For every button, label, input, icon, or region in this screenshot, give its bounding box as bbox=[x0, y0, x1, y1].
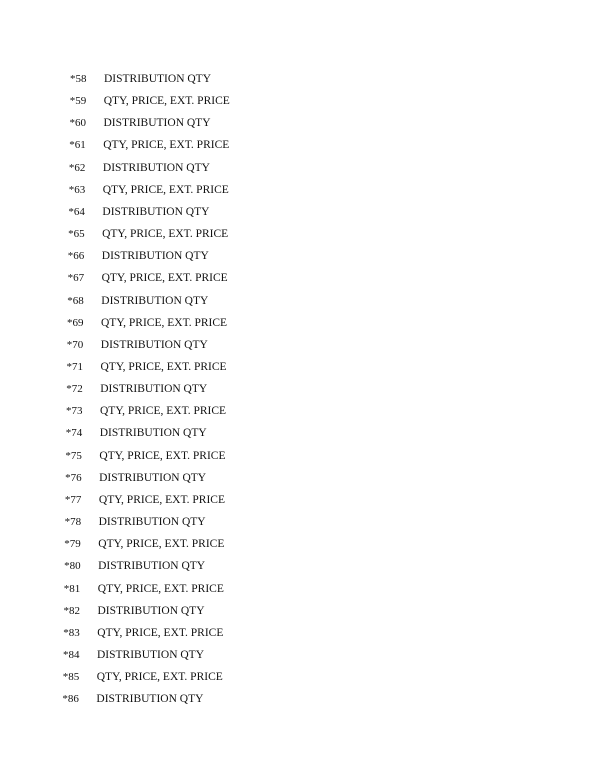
entry-number: *77 bbox=[64, 493, 82, 506]
entry-description: QTY, PRICE, EXT. PRICE bbox=[98, 493, 225, 506]
entry-description: QTY, PRICE, EXT. PRICE bbox=[101, 272, 228, 285]
entry-row bbox=[70, 71, 330, 87]
entry-row bbox=[64, 536, 324, 552]
entry-description: QTY, PRICE, EXT. PRICE bbox=[98, 538, 225, 551]
entry-number: *65 bbox=[68, 228, 85, 240]
entry-row bbox=[66, 403, 326, 419]
entry-description: QTY, PRICE, EXT. PRICE bbox=[103, 139, 230, 152]
entry-row bbox=[67, 337, 327, 353]
entry-number: *82 bbox=[63, 604, 80, 617]
entry-number: *85 bbox=[62, 671, 80, 683]
entry-row bbox=[68, 248, 328, 264]
entry-row bbox=[67, 359, 327, 375]
entry-row bbox=[65, 448, 325, 464]
entry-description: QTY, PRICE, EXT. PRICE bbox=[100, 405, 227, 418]
entry-description: DISTRIBUTION QTY bbox=[97, 648, 205, 661]
entry-description: QTY, PRICE, EXT. PRICE bbox=[102, 228, 229, 240]
entry-description: DISTRIBUTION QTY bbox=[97, 604, 205, 617]
entry-row bbox=[68, 270, 328, 286]
entry-description: DISTRIBUTION QTY bbox=[102, 205, 210, 218]
entry-description: DISTRIBUTION QTY bbox=[102, 161, 210, 174]
entry-number: *81 bbox=[63, 582, 81, 595]
entry-number: *80 bbox=[64, 560, 81, 573]
entry-number: *64 bbox=[68, 205, 85, 218]
entry-row bbox=[65, 492, 325, 508]
entry-row bbox=[68, 226, 328, 242]
entry-description: DISTRIBUTION QTY bbox=[100, 338, 208, 351]
entry-row bbox=[66, 381, 326, 397]
entry-description: DISTRIBUTION QTY bbox=[96, 693, 204, 706]
entry-description: DISTRIBUTION QTY bbox=[98, 516, 206, 528]
entry-row bbox=[70, 93, 330, 109]
entry-row bbox=[63, 625, 323, 641]
entry-number: *60 bbox=[69, 117, 86, 130]
entry-row bbox=[69, 137, 329, 153]
entry-number: *75 bbox=[65, 449, 82, 462]
entry-description: DISTRIBUTION QTY bbox=[99, 427, 207, 440]
entry-number: *61 bbox=[69, 139, 86, 152]
entry-number: *74 bbox=[65, 427, 83, 440]
entry-row bbox=[64, 603, 324, 619]
entry-row bbox=[69, 182, 329, 198]
entry-description: QTY, PRICE, EXT. PRICE bbox=[101, 316, 228, 329]
entry-description: QTY, PRICE, EXT. PRICE bbox=[100, 360, 227, 373]
entry-number: *69 bbox=[67, 316, 84, 329]
entry-description: DISTRIBUTION QTY bbox=[98, 560, 206, 573]
entry-number: *68 bbox=[67, 294, 84, 307]
entry-row bbox=[62, 691, 322, 707]
entry-row bbox=[67, 315, 327, 331]
entry-number: *58 bbox=[70, 73, 87, 85]
entry-number: *76 bbox=[65, 471, 82, 484]
entry-row bbox=[63, 669, 323, 685]
entry-number: *70 bbox=[66, 338, 84, 351]
entry-description: QTY, PRICE, EXT. PRICE bbox=[96, 671, 223, 683]
entry-number: *62 bbox=[68, 161, 86, 174]
entry-number: *84 bbox=[63, 648, 80, 661]
entry-number: *63 bbox=[68, 183, 86, 196]
entry-row bbox=[64, 558, 324, 574]
entry-number: *83 bbox=[63, 626, 80, 639]
entry-number: *73 bbox=[66, 405, 83, 418]
entry-number: *67 bbox=[67, 272, 85, 285]
entry-description: DISTRIBUTION QTY bbox=[104, 73, 212, 85]
entry-description: DISTRIBUTION QTY bbox=[100, 383, 208, 396]
entry-number: *66 bbox=[67, 250, 85, 263]
entry-row bbox=[65, 470, 325, 486]
entry-description: QTY, PRICE, EXT. PRICE bbox=[102, 183, 229, 196]
entry-row bbox=[67, 293, 327, 309]
entry-row bbox=[64, 581, 324, 597]
entry-description: QTY, PRICE, EXT. PRICE bbox=[103, 95, 230, 108]
entry-description: DISTRIBUTION QTY bbox=[99, 471, 207, 484]
entry-row bbox=[69, 160, 329, 176]
entry-row bbox=[70, 115, 330, 131]
entry-number: *78 bbox=[64, 516, 82, 528]
entry-row bbox=[68, 204, 328, 220]
entry-row bbox=[63, 647, 323, 663]
entry-number: *59 bbox=[69, 95, 87, 108]
entry-number: *72 bbox=[66, 383, 83, 396]
entry-description: QTY, PRICE, EXT. PRICE bbox=[99, 449, 226, 462]
entry-description: QTY, PRICE, EXT. PRICE bbox=[97, 582, 224, 595]
entry-number: *86 bbox=[62, 693, 79, 706]
entry-description: DISTRIBUTION QTY bbox=[103, 117, 211, 130]
entry-description: DISTRIBUTION QTY bbox=[101, 250, 209, 263]
entry-number: *79 bbox=[64, 538, 81, 551]
entry-number: *71 bbox=[66, 360, 83, 373]
entry-description: DISTRIBUTION QTY bbox=[101, 294, 209, 307]
entry-description: QTY, PRICE, EXT. PRICE bbox=[97, 626, 224, 639]
entry-row bbox=[66, 425, 326, 441]
entry-row bbox=[65, 514, 325, 530]
